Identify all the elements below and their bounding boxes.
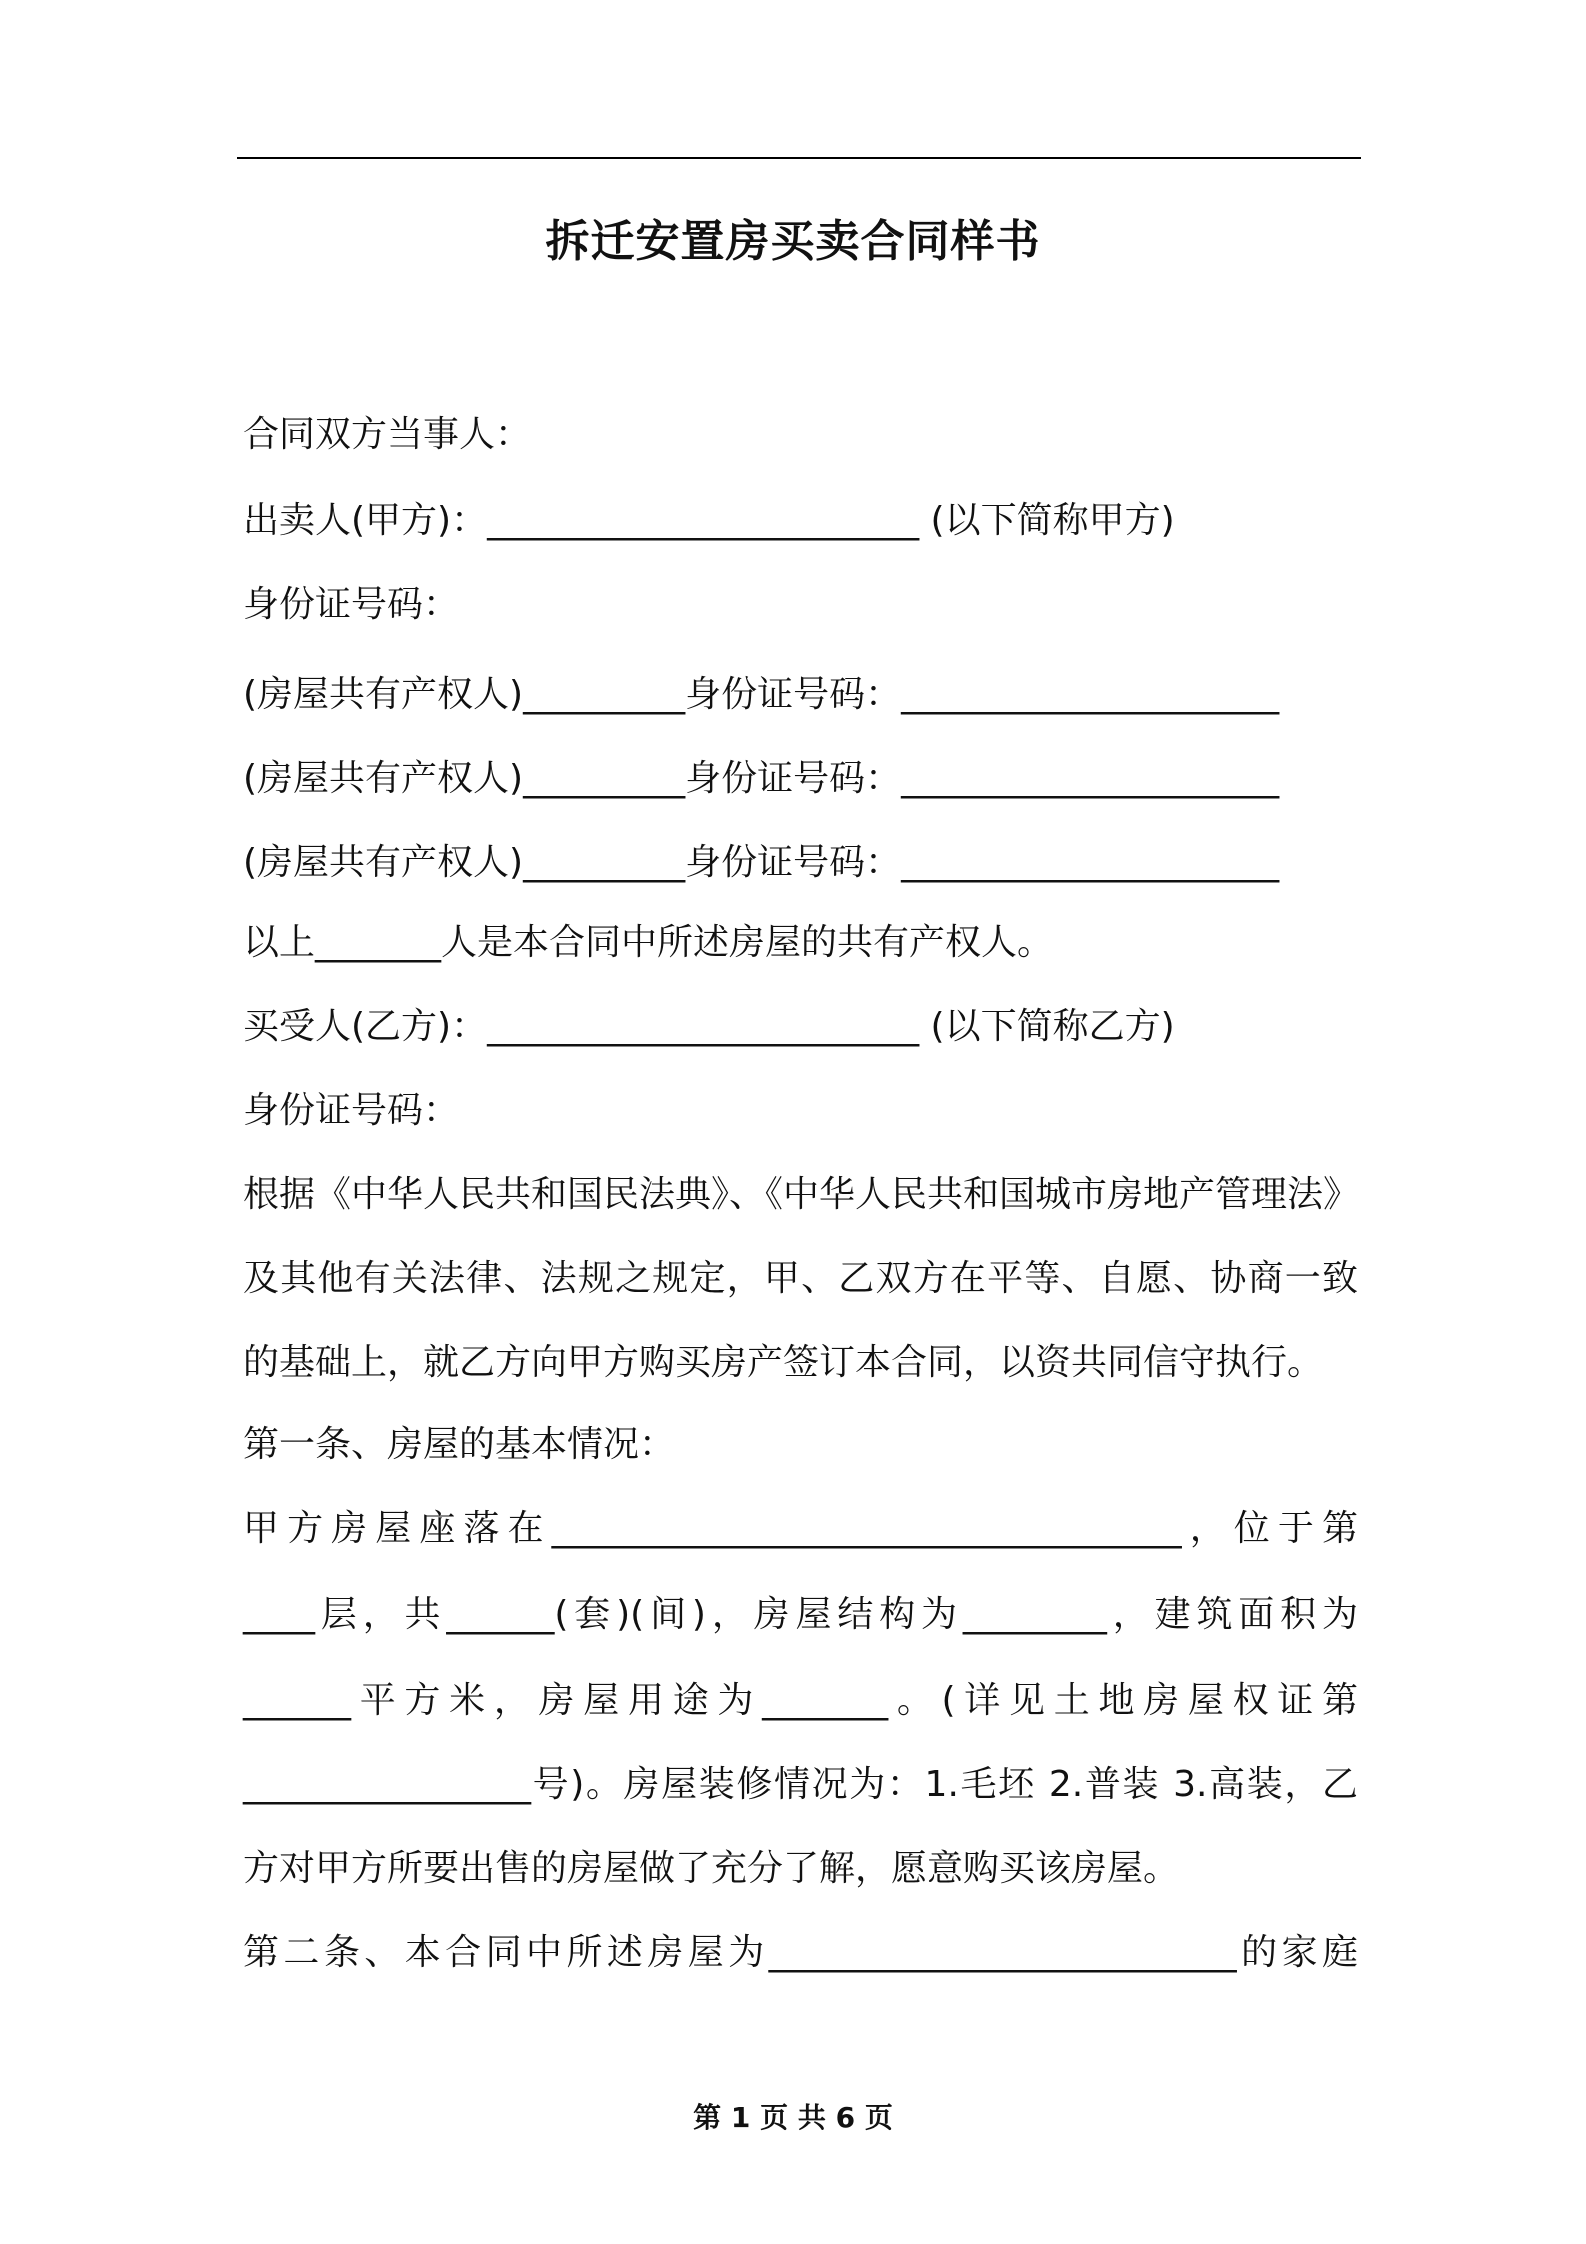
text-line-co-owner-1: (房屋共有产权人)_________身份证号码：_____________________	[243, 674, 1280, 715]
text-line-article-1-b: ____层，共______(套)(间)，房屋结构为________，建筑面积为	[243, 1594, 1358, 1635]
page-number: 第 1 页 共 6 页	[693, 2101, 893, 2134]
document-title: 拆迁安置房买卖合同样书	[545, 216, 1041, 267]
text-line-legal-basis-2: 及其他有关法律、法规之规定，甲、乙双方在平等、自愿、协商一致	[243, 1258, 1358, 1299]
text-line-buyer-id: 身份证号码：	[243, 1090, 460, 1131]
header-rule	[237, 157, 1361, 159]
text-line-co-owner-2: (房屋共有产权人)_________身份证号码：_____________________	[243, 758, 1280, 799]
text-line-co-owner-count: 以上_______人是本合同中所述房屋的共有产权人。	[243, 922, 1054, 963]
text-line-legal-basis-3: 的基础上，就乙方向甲方购买房产签订本合同，以资共同信守执行。	[243, 1342, 1324, 1383]
text-line-article-1-c: ______平方米，房屋用途为_______。(详见土地房屋权证第	[243, 1680, 1358, 1721]
text-line-article-1-heading: 第一条、房屋的基本情况：	[243, 1424, 676, 1465]
text-line-article-1-d: ________________号)。房屋装修情况为：1.毛坯 2.普装 3.高装，乙	[243, 1764, 1358, 1805]
text-line-seller-id: 身份证号码：	[243, 584, 460, 625]
text-line-article-1-e: 方对甲方所要出售的房屋做了充分了解，愿意购买该房屋。	[243, 1848, 1180, 1889]
text-line-buyer: 买受人(乙方)：________________________ (以下简称乙方)	[243, 1006, 1175, 1047]
text-line-article-2: 第二条、本合同中所述房屋为__________________________的家庭	[243, 1932, 1358, 1973]
text-line-parties-heading: 合同双方当事人：	[243, 414, 532, 455]
text-line-article-1-a: 甲方房屋座落在___________________________________，位于第	[243, 1508, 1358, 1549]
text-line-seller: 出卖人(甲方)：________________________ (以下简称甲方)	[243, 500, 1175, 541]
text-line-legal-basis-1: 根据《中华人民共和国民法典》、《中华人民共和国城市房地产管理法》	[243, 1174, 1360, 1215]
text-line-co-owner-3: (房屋共有产权人)_________身份证号码：_____________________	[243, 842, 1280, 883]
